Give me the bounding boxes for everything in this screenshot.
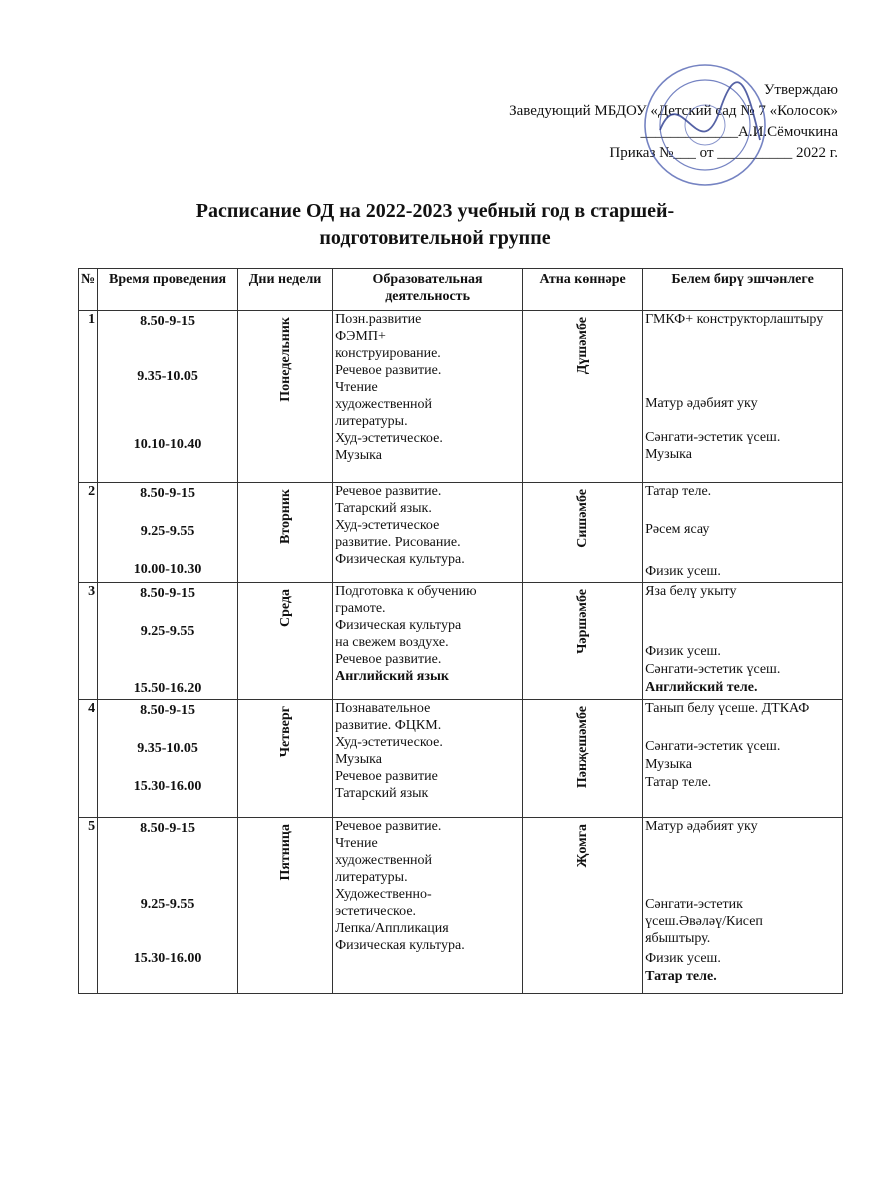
activity-tat-line: Сәнгати-эстетик үсеш. [645, 739, 781, 754]
day-label: Понедельник [277, 317, 293, 402]
activity-cell [333, 583, 523, 700]
activity-line: художественной [335, 853, 433, 868]
time-slot: 8.50-9-15 [140, 586, 195, 601]
activity-tat-line: Татар теле. [645, 484, 712, 499]
time-slot: 8.50-9-15 [140, 703, 195, 718]
activity-line: конструирование. [335, 346, 441, 361]
time-slot: 9.35-10.05 [137, 369, 198, 384]
activity-line: Позн.развитие [335, 312, 422, 327]
table-row [79, 583, 843, 700]
activity-tat-line: Физик усеш. [645, 644, 721, 659]
activity-line: грамоте. [335, 601, 386, 616]
table-row [79, 311, 843, 483]
time-slot: 9.25-9.55 [140, 524, 195, 539]
activity-tat-line: Яза белү укыту [645, 584, 737, 599]
activity-tat-line: Физик усеш. [645, 564, 721, 579]
time-slot: 8.50-9-15 [140, 821, 195, 836]
row-number: 2 [79, 483, 98, 583]
day-tat-label: Чәршәмбе [575, 589, 591, 654]
day-cell [238, 311, 333, 483]
day-label: Пятница [277, 824, 293, 881]
time-slot: 10.10-10.40 [133, 437, 202, 452]
activity-tat-line: Татар теле. [645, 775, 712, 790]
schedule-table [78, 268, 843, 994]
activity-line: Познавательное [335, 701, 431, 716]
activity-tat-cell [643, 700, 843, 818]
day-cell [238, 483, 333, 583]
activity-tat-line: Физик усеш. [645, 951, 721, 966]
row-times [98, 818, 238, 994]
day-tat-label: Җомга [575, 824, 591, 868]
col-header-activity-tat: Белем бирү эшчәнлеге [643, 269, 843, 311]
approval-line-2: Заведующий МБДОУ «Детский сад № 7 «Колосок» [509, 103, 838, 119]
activity-tat-line: Татар теле. [645, 969, 717, 984]
time-slot: 8.50-9-15 [140, 314, 195, 329]
activity-line: Речевое развитие. [335, 363, 442, 378]
activity-line: литературы. [335, 870, 408, 885]
activity-tat-cell [643, 311, 843, 483]
day-cell [238, 818, 333, 994]
activity-line: развитие. ФЦКМ. [335, 718, 442, 733]
activity-line: Художественно- [335, 887, 432, 902]
row-number: 4 [79, 700, 98, 818]
day-tat-cell [523, 818, 643, 994]
row-number: 5 [79, 818, 98, 994]
row-times [98, 483, 238, 583]
title-line-1: Расписание ОД на 2022-2023 учебный год в старшей- [195, 200, 675, 222]
activity-line: Татарский язык [335, 786, 429, 801]
activity-tat-line: Сәнгати-эстетик үсеш. [645, 662, 781, 677]
activity-line: Худ-эстетическое. [335, 735, 443, 750]
activity-line: Физическая культура. [335, 938, 465, 953]
time-slot: 10.00-10.30 [133, 562, 202, 577]
activity-cell [333, 818, 523, 994]
time-slot: 9.25-9.55 [140, 897, 195, 912]
time-slot: 15.30-16.00 [133, 779, 202, 794]
col-header-day: Дни недели [238, 269, 333, 311]
activity-cell [333, 700, 523, 818]
activity-tat-line: үсеш.Әвәләү/Кисеп [645, 914, 763, 929]
table-row [79, 700, 843, 818]
activity-line: Речевое развитие. [335, 652, 442, 667]
day-tat-cell [523, 583, 643, 700]
day-tat-label: Пәнҗешәмбе [575, 706, 591, 789]
time-slot: 9.25-9.55 [140, 624, 195, 639]
day-tat-cell [523, 483, 643, 583]
approval-line-1: Утверждаю [763, 82, 838, 98]
activity-tat-line: ябыштыру. [645, 931, 711, 946]
activity-line: Татарский язык. [335, 501, 432, 516]
time-slot: 15.50-16.20 [133, 681, 202, 696]
activity-line: Музыка [335, 752, 382, 767]
activity-line: ФЭМП+ [335, 329, 386, 344]
approval-line-4: Приказ №___ от __________ 2022 г. [609, 145, 838, 161]
day-label: Среда [277, 589, 293, 628]
page-title [150, 198, 720, 252]
col-header-activity: Образовательная деятельность [333, 269, 523, 311]
header-row [79, 269, 843, 311]
activity-line: Чтение [335, 836, 378, 851]
row-times [98, 700, 238, 818]
activity-tat-cell [643, 583, 843, 700]
activity-cell [333, 311, 523, 483]
activity-line: развитие. Рисование. [335, 535, 461, 550]
activity-tat-line: Английский теле. [645, 680, 758, 695]
activity-line: эстетическое. [335, 904, 417, 919]
activity-line: Английский язык [335, 669, 449, 684]
col-header-num: № [79, 269, 98, 311]
approval-line-3: _____________А.И.Сёмочкина [640, 124, 838, 140]
activity-line: Речевое развитие [335, 769, 438, 784]
row-number: 3 [79, 583, 98, 700]
activity-tat-line: Танып белу үсеше. ДТКАФ [645, 701, 810, 716]
activity-tat-line: Сәнгати-эстетик үсеш. [645, 430, 781, 445]
activity-line: Худ-эстетическое. [335, 431, 443, 446]
activity-tat-line: Музыка [645, 757, 692, 772]
col-header-day-tat: Атна көннәре [523, 269, 643, 311]
activity-line: Физическая культура. [335, 552, 465, 567]
day-tat-label: Дүшәмбе [575, 317, 591, 375]
activity-tat-line: Рәсем ясау [645, 522, 710, 537]
activity-line: Речевое развитие. [335, 819, 442, 834]
day-label: Четверг [277, 706, 293, 758]
activity-line: литературы. [335, 414, 408, 429]
row-times [98, 583, 238, 700]
activity-line: Худ-эстетическое [335, 518, 440, 533]
day-tat-label: Сишәмбе [575, 489, 591, 548]
activity-tat-line: ГМКФ+ конструкторлаштыру [645, 312, 824, 327]
table-row [79, 818, 843, 994]
day-tat-cell [523, 700, 643, 818]
activity-line: художественной [335, 397, 433, 412]
activity-line: Чтение [335, 380, 378, 395]
time-slot: 9.35-10.05 [137, 741, 198, 756]
time-slot: 15.30-16.00 [133, 951, 202, 966]
table-row [79, 483, 843, 583]
activity-tat-line: Матур әдәбият уку [645, 819, 758, 834]
activity-line: Физическая культура [335, 618, 462, 633]
activity-tat-line: Музыка [645, 447, 692, 462]
activity-line: Лепка/Аппликация [335, 921, 449, 936]
day-cell [238, 700, 333, 818]
time-slot: 8.50-9-15 [140, 486, 195, 501]
activity-tat-line: Матур әдәбият уку [645, 396, 758, 411]
activity-line: Подготовка к обучению [335, 584, 477, 599]
activity-tat-line: Сәнгати-эстетик [645, 897, 743, 912]
official-seal-icon [640, 60, 770, 190]
activity-line: на свежем воздухе. [335, 635, 449, 650]
row-number: 1 [79, 311, 98, 483]
col-header-time: Время проведения [98, 269, 238, 311]
activity-line: Музыка [335, 448, 382, 463]
activity-tat-cell [643, 818, 843, 994]
day-cell [238, 583, 333, 700]
row-times [98, 311, 238, 483]
activity-line: Речевое развитие. [335, 484, 442, 499]
day-label: Вторник [277, 489, 293, 545]
activity-tat-cell [643, 483, 843, 583]
activity-cell [333, 483, 523, 583]
day-tat-cell [523, 311, 643, 483]
title-line-2: подготовительной группе [319, 227, 551, 249]
